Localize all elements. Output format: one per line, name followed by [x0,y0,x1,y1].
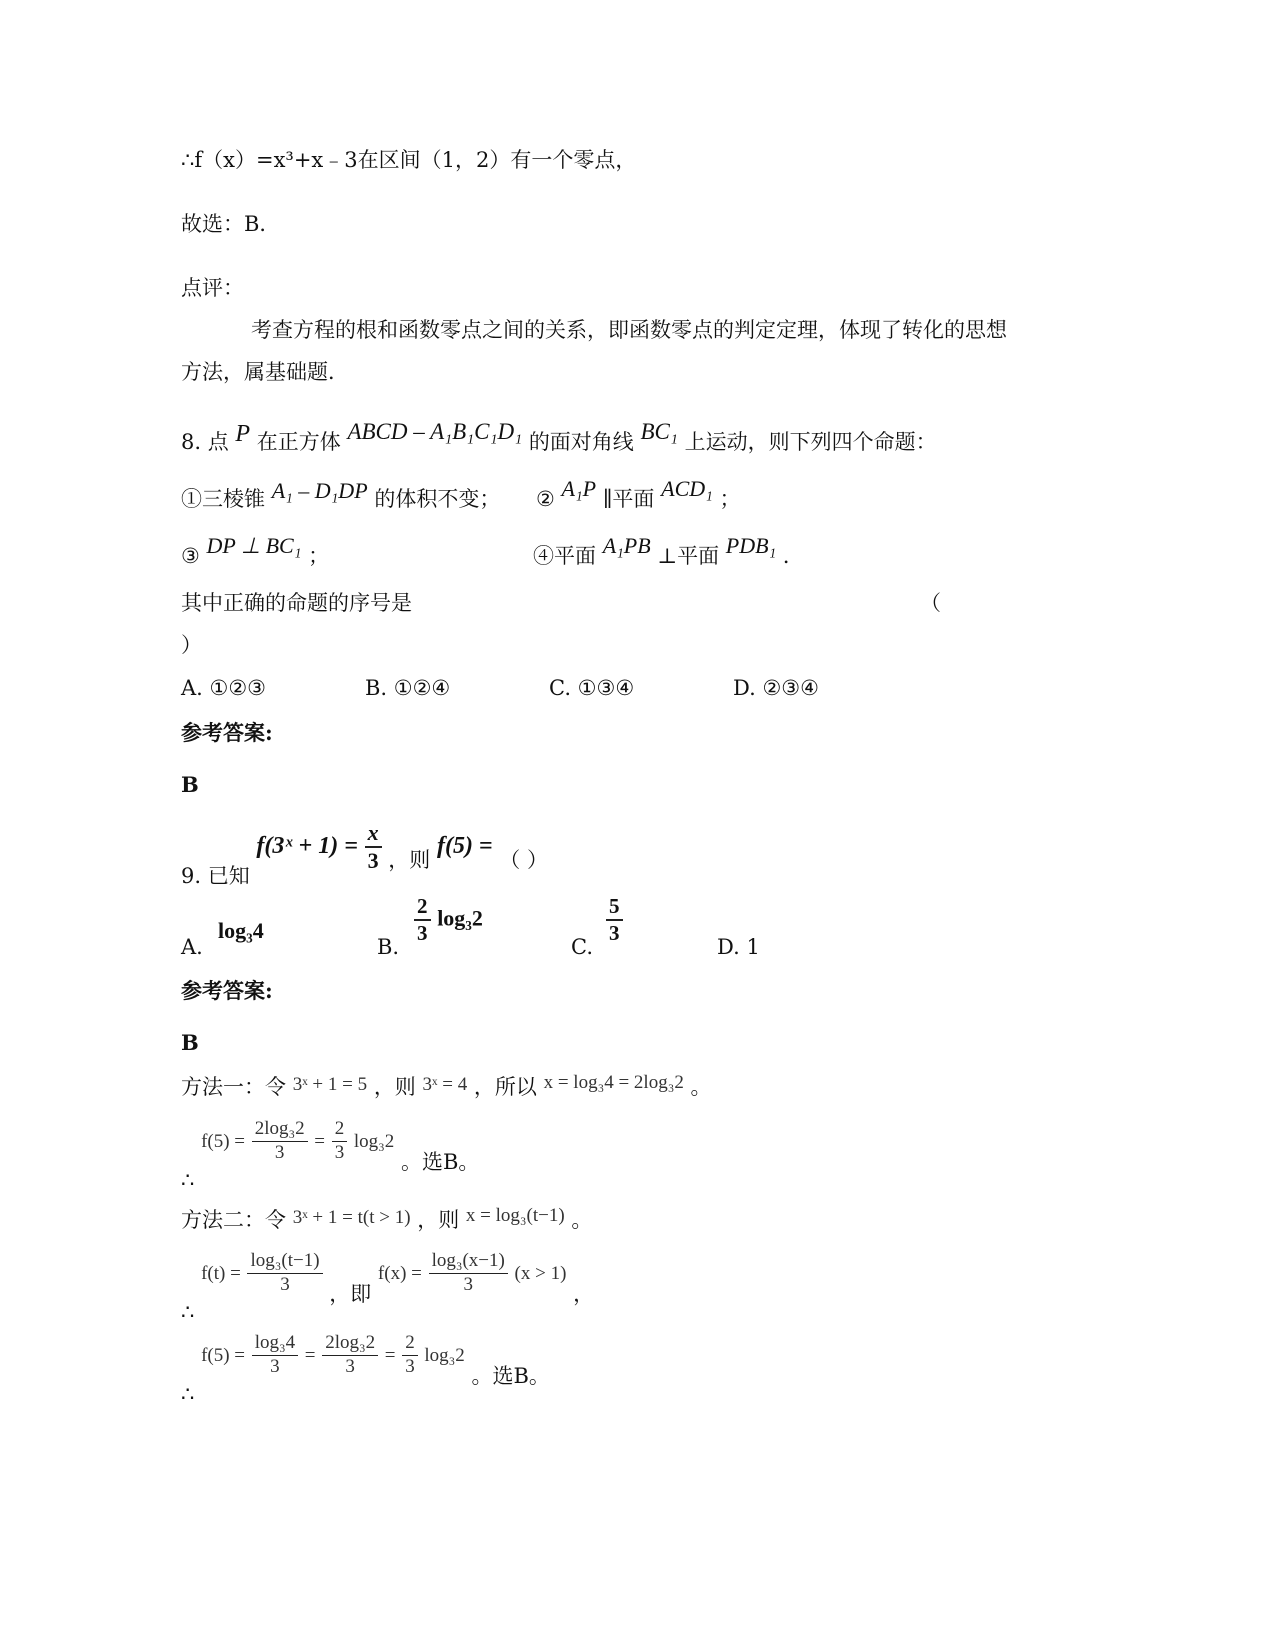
m1-so: ，所以 [473,1075,537,1099]
q9-f5: f(5) = [436,832,493,859]
q9-option-b-math [414,894,483,946]
q8-diagonal: BC₁ [640,419,678,444]
r2-cond: (x > 1) [514,1262,567,1284]
r2-den2: 3 [429,1273,508,1297]
m1-lead: 方法一：令 [181,1075,286,1099]
q8-statement-1 [181,478,501,512]
r1-lhs: f(5) = [201,1130,246,1152]
s1-expr: A₁ – D₁DP [271,478,368,503]
s4-end: ． [782,544,804,568]
q8-stem [181,419,937,457]
r3-num2: 2log₃2 [325,1332,376,1353]
r2-lhs2: f(x) = [377,1262,422,1284]
r3-num1: log₃4 [254,1332,296,1353]
s1-text: 的体积不变； [374,487,501,511]
q9-frac [365,820,382,875]
q8-moving: 上运动，则下列四个命题： [684,430,937,454]
q9-option-d: D. 1 [717,935,760,959]
r2-den: 3 [247,1273,322,1297]
r2-mid: ，即 [329,1281,372,1306]
r2-frac2 [429,1250,508,1297]
r2-num: log₃(t−1) [250,1250,320,1271]
r3-tail: log₃2 [424,1344,465,1366]
r1-frac1 [252,1118,308,1165]
s1-label: ①三棱锥 [181,487,265,511]
s3-label: ③ [181,544,200,568]
m2-eq2: x = log₃(t−1) [465,1205,565,1226]
m2-then: ，则 [417,1208,460,1232]
comment-label: 点评： [181,276,244,300]
m2-end: 。 [571,1208,593,1232]
q9-option-b-label: B. [377,935,400,959]
r2-lhs: f(t) = [201,1262,241,1284]
q8-option-c: C. ①③④ [549,676,635,700]
q9-option-a-math: log₃4 [218,918,264,943]
analysis-choice: 故选：B． [181,212,281,236]
r1-den: 3 [252,1141,308,1165]
q8-statement-2 [536,476,741,512]
r1-num2: 2 [334,1118,345,1139]
q9-option-b-den: 3 [414,919,431,946]
r1-frac2 [332,1118,348,1165]
m1-end: 。 [690,1075,712,1099]
q9-frac-num: x [367,820,379,845]
r1-num: 2log₃2 [254,1118,305,1139]
r3-frac1 [252,1332,298,1379]
q9-option-c-frac [606,894,623,946]
s2-plane: ACD₁ [661,476,713,501]
method-2-ft [181,1250,595,1324]
q9-paren: （ ） [499,847,548,872]
r1-den2: 3 [332,1141,348,1165]
q9-intro: 9. 已知 [181,863,250,888]
q9-option-c-math [606,894,623,946]
q8-point-p: P [235,421,251,447]
m1-eq2: 3ˣ = 4 [422,1074,468,1095]
q9-option-c-label: C. [571,935,593,959]
q9-option-b-num: 2 [417,894,428,918]
q8-option-d: D. ②③④ [733,676,819,700]
s2-expr: A₁P [561,476,597,501]
r2-frac1 [247,1250,322,1297]
m2-lead: 方法二：令 [181,1208,286,1232]
s3-expr: DP ⊥ BC₁ [206,533,302,558]
r1-end: 。选B。 [400,1149,480,1174]
q8-statement-3 [181,533,330,569]
q8-option-a: A. ①②③ [181,676,266,700]
ref-answer-label-2: 参考答案: [181,978,273,1003]
r2-end: ， [573,1281,595,1306]
r2-num2: log₃(x−1) [431,1250,505,1271]
q8-paren-close: ） [181,633,202,657]
q8-intro: 8. 点 [181,430,229,454]
r3-end: 。选B。 [471,1363,550,1388]
m2-eq1: 3ˣ + 1 = t(t > 1) [292,1207,411,1228]
m1-then: ，则 [373,1075,416,1099]
q9-option-a-label: A. [181,935,203,959]
q9-stem [181,820,548,888]
r1-tail: log₃2 [353,1130,395,1152]
analysis-conclusion: ∴f（x）=x³+x﹣3在区间（1，2）有一个零点， [181,148,637,172]
q9-func-lhs: f(3ˣ + 1) = [256,832,358,859]
r3-eq2: = [384,1344,396,1366]
method-1-line [181,1072,712,1101]
s2-end: ； [719,487,741,511]
comment-line-1: 考查方程的根和函数零点之间的关系，即函数零点的判定定理，体现了转化的思想 [251,318,1007,342]
s2-text: ∥平面 [602,487,655,511]
m1-eq3: x = log₃4 = 2log₃2 [543,1072,684,1093]
s4-text: ⊥平面 [657,544,720,568]
s4-label: ④平面 [533,544,596,568]
q8-diag-text: 的面对角线 [528,430,634,454]
r3-eq1: = [304,1344,316,1366]
ref-answer-label-1: 参考答案: [181,720,273,745]
s4-plane-2: PDB₁ [725,533,777,558]
r3-frac3 [402,1332,418,1379]
therefore-1: ∴ [181,1167,195,1192]
method-2-line [181,1205,593,1234]
q8-option-b: B. ①②④ [365,676,451,700]
m1-eq1: 3ˣ + 1 = 5 [292,1074,368,1095]
r3-den2: 3 [322,1355,378,1379]
q9-option-c-den: 3 [606,919,623,946]
therefore-3: ∴ [181,1381,195,1406]
r3-num3: 2 [405,1332,415,1353]
r3-den3: 3 [402,1355,418,1379]
s2-label: ② [536,487,555,511]
ref-answer-1: B [181,772,199,797]
r3-lhs: f(5) = [201,1344,246,1366]
comment-line-2: 方法，属基础题． [181,360,349,384]
ref-answer-2: B [181,1030,199,1055]
therefore-2: ∴ [181,1299,195,1324]
q8-on-cube: 在正方体 [256,430,341,454]
r3-den1: 3 [252,1355,298,1379]
q9-then: ，则 [388,847,431,872]
method-2-result [181,1332,550,1406]
s4-plane-1: A₁PB [602,533,651,558]
q9-option-b-frac [414,894,431,946]
q9-frac-den: 3 [365,846,382,874]
r1-eq: = [314,1130,326,1152]
q8-statement-4 [533,533,804,569]
q9-option-b-log: log₃2 [437,905,483,931]
s3-end: ； [308,544,330,568]
q8-paren-open: （ [920,591,941,615]
method-1-result [181,1118,480,1192]
r3-frac2 [322,1332,378,1379]
q8-cube: ABCD – A₁B₁C₁D₁ [347,419,523,444]
q8-ask: 其中正确的命题的序号是 [181,591,412,615]
q9-option-c-num: 5 [609,894,620,918]
